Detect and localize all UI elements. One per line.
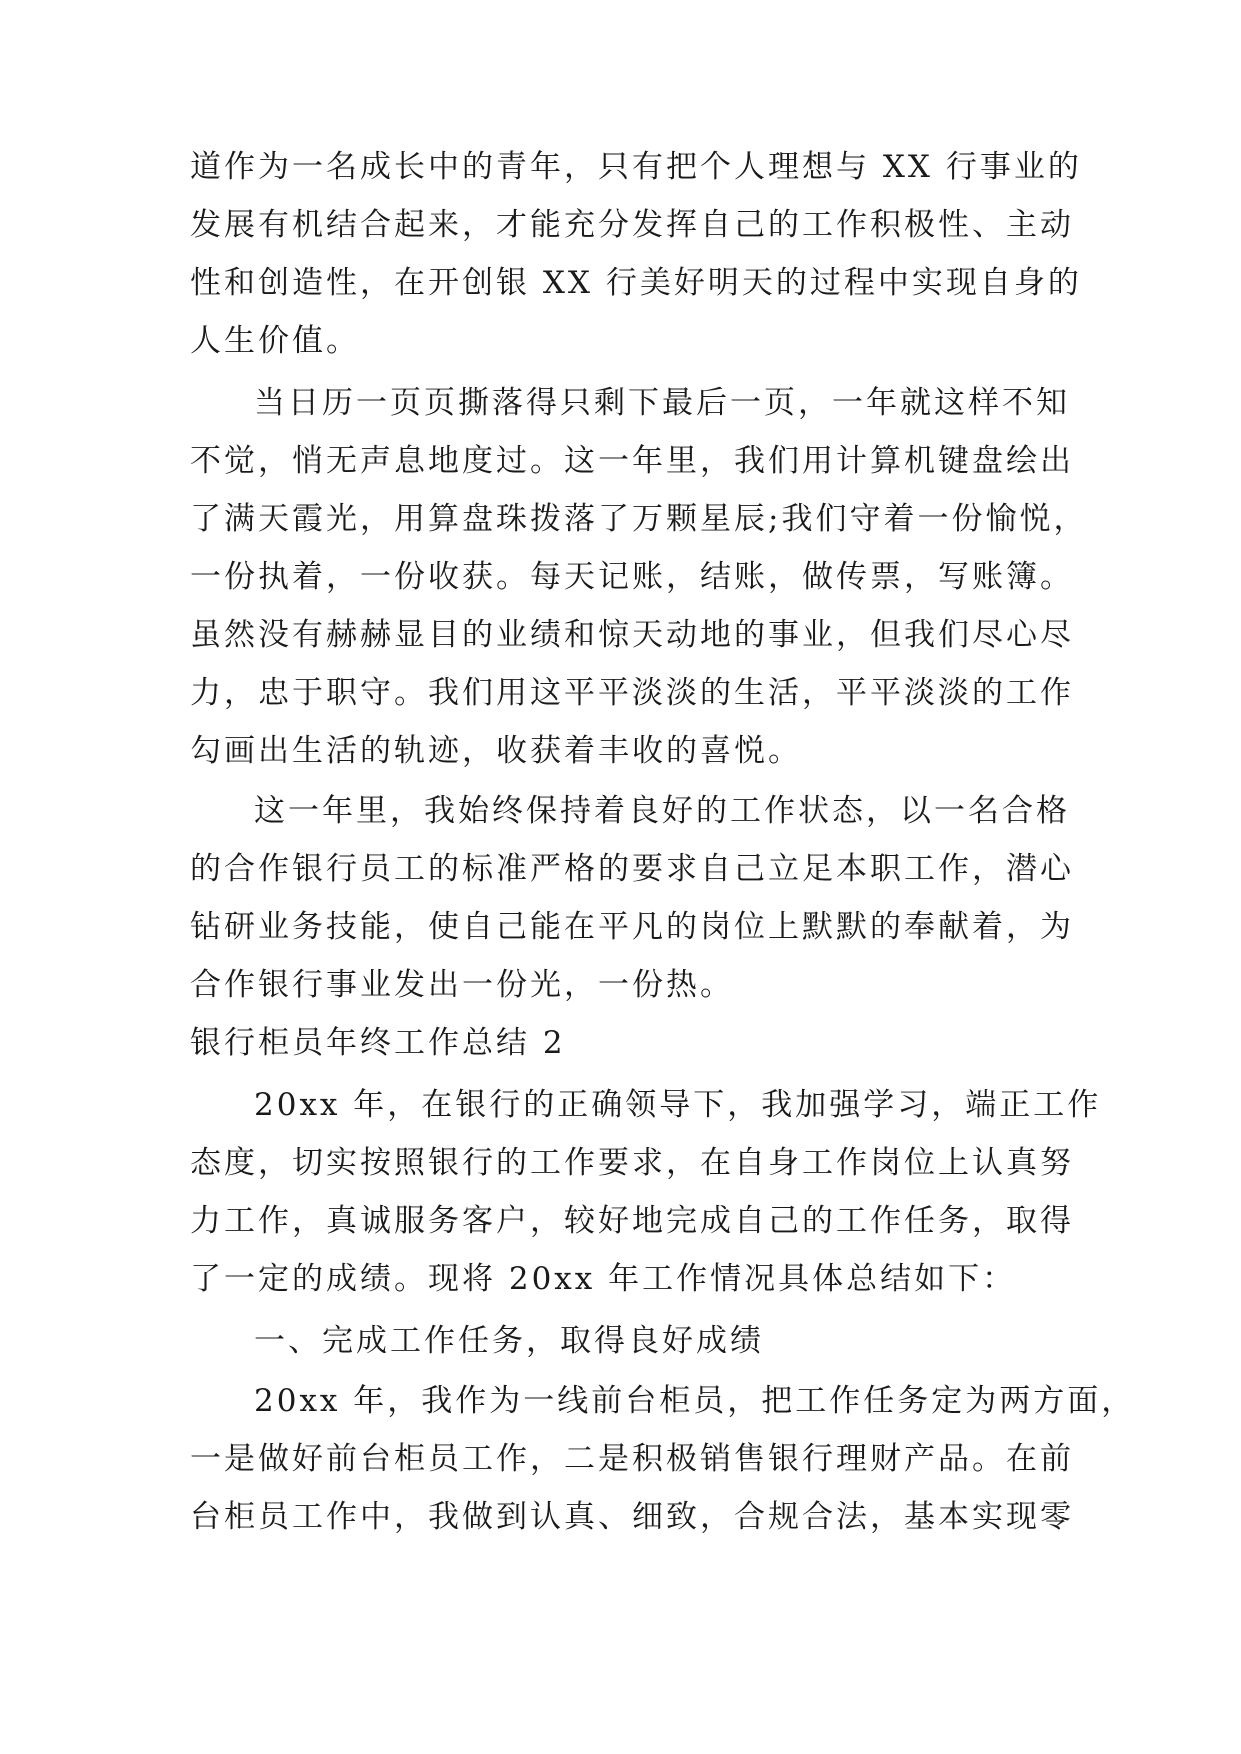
paragraph-line: 了一定的成绩。现将 20xx 年工作情况具体总结如下： <box>190 1261 1017 1297</box>
paragraph-line: 这一年里，我始终保持着良好的工作状态，以一名合格 <box>254 793 1070 829</box>
paragraph-line: 一份执着，一份收获。每天记账，结账，做传票，写账簿。 <box>190 559 1074 595</box>
paragraph-line: 当日历一页页撕落得只剩下最后一页，一年就这样不知 <box>254 385 1070 421</box>
paragraph-line: 不觉，悄无声息地度过。这一年里，我们用计算机键盘绘出 <box>190 443 1074 479</box>
paragraph-line: 的合作银行员工的标准严格的要求自己立足本职工作，潜心 <box>190 851 1074 887</box>
paragraph-line: 勾画出生活的轨迹，收获着丰收的喜悦。 <box>190 733 802 769</box>
paragraph-line: 20xx 年，我作为一线前台柜员，把工作任务定为两方面， <box>254 1383 1136 1419</box>
section-heading: 银行柜员年终工作总结 2 <box>190 1025 566 1061</box>
paragraph-line: 性和创造性，在开创银 XX 行美好明天的过程中实现自身的 <box>190 265 1082 301</box>
paragraph-line: 发展有机结合起来，才能充分发挥自己的工作积极性、主动 <box>190 207 1074 243</box>
paragraph-line: 钻研业务技能，使自己能在平凡的岗位上默默的奉献着，为 <box>190 909 1074 945</box>
paragraph-line: 道作为一名成长中的青年，只有把个人理想与 XX 行事业的 <box>190 149 1082 185</box>
paragraph-line: 力工作，真诚服务客户，较好地完成自己的工作任务，取得 <box>190 1203 1074 1239</box>
paragraph-line: 了满天霞光，用算盘珠拨落了万颗星辰;我们守着一份愉悦， <box>190 501 1088 537</box>
paragraph-line: 合作银行事业发出一份光，一份热。 <box>190 967 734 1003</box>
paragraph-line: 台柜员工作中，我做到认真、细致，合规合法，基本实现零 <box>190 1499 1074 1535</box>
paragraph-line: 一是做好前台柜员工作，二是积极销售银行理财产品。在前 <box>190 1441 1074 1477</box>
paragraph-line: 20xx 年，在银行的正确领导下，我加强学习，端正工作 <box>254 1087 1102 1123</box>
paragraph-line: 虽然没有赫赫显目的业绩和惊天动地的事业，但我们尽心尽 <box>190 617 1074 653</box>
subheading-line: 一、完成工作任务，取得良好成绩 <box>254 1323 764 1359</box>
paragraph-line: 力，忠于职守。我们用这平平淡淡的生活，平平淡淡的工作 <box>190 675 1074 711</box>
paragraph-line: 态度，切实按照银行的工作要求，在自身工作岗位上认真努 <box>190 1145 1074 1181</box>
paragraph-line: 人生价值。 <box>190 323 360 359</box>
